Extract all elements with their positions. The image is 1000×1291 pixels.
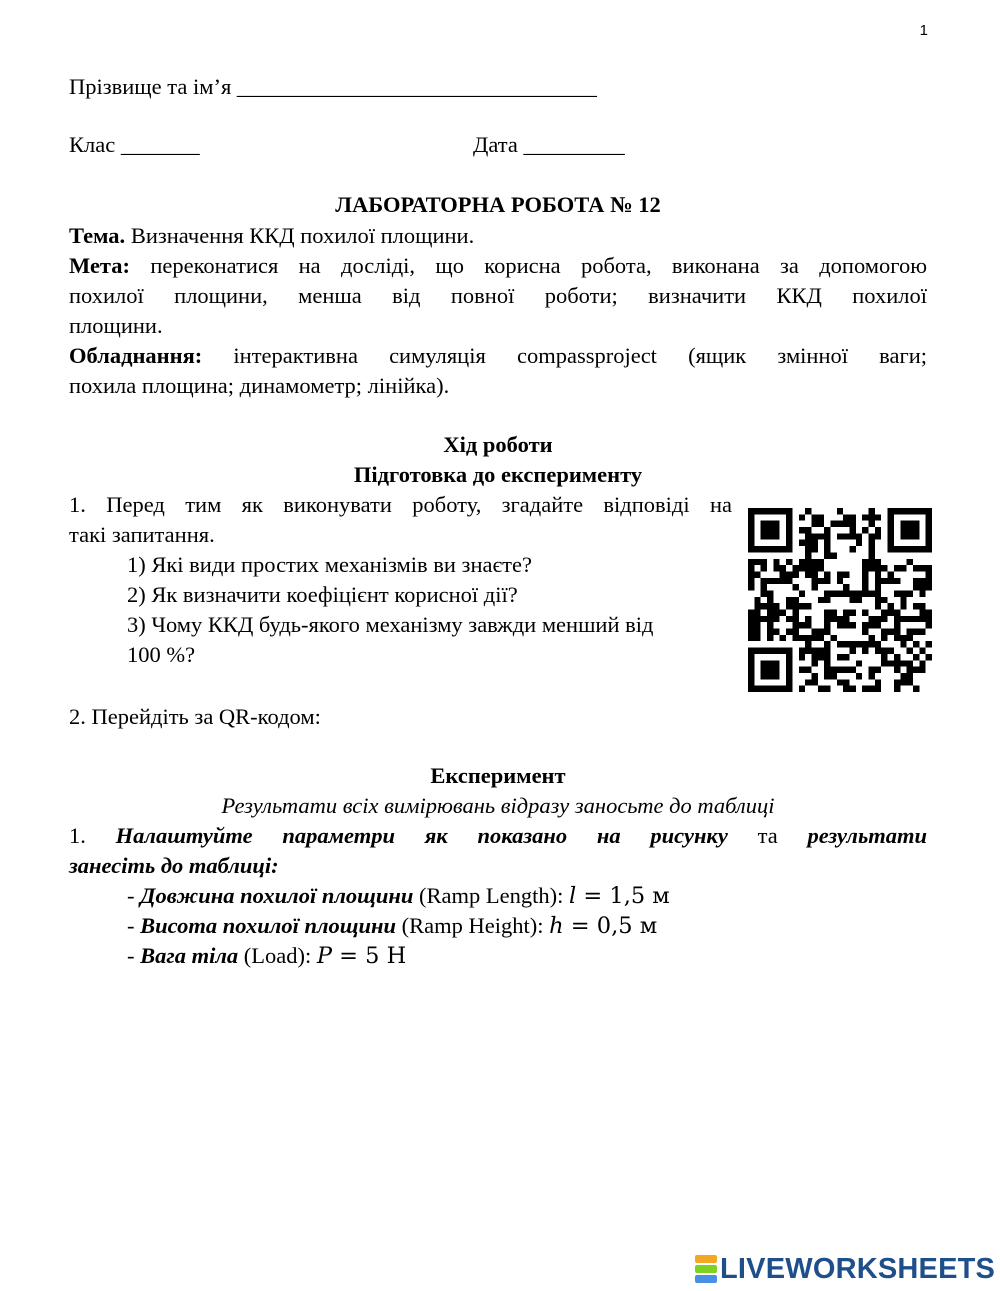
- name-field[interactable]: Прізвище та ім’я ________________________________: [69, 74, 597, 99]
- page-number: 1: [919, 22, 928, 39]
- goal-line-2: похилої площини, менша від повної роботи; визначити ККД похилої: [69, 283, 927, 308]
- class-field[interactable]: Клас _______: [69, 132, 200, 157]
- question-1: 1) Які види простих механізмів ви знаєте?: [127, 552, 532, 577]
- experiment-step1-line-1: 1. Налаштуйте параметри як показано на рисунку та результати: [69, 823, 927, 848]
- topic-label: Тема.: [69, 223, 126, 248]
- step1-line-2: такі запитання.: [69, 522, 215, 547]
- experiment-heading: Експеримент: [430, 763, 566, 788]
- page-title: ЛАБОРАТОРНА РОБОТА № 12: [335, 192, 661, 217]
- experiment-note: Результати всіх вимірювань відразу заносьте до таблиці: [221, 793, 775, 818]
- question-3-line-1: 3) Чому ККД будь-якого механізму завжди менший від: [127, 612, 654, 637]
- question-3-line-2: 100 %?: [127, 642, 196, 667]
- param-load: - Вага тіла (Load): P = 5 Н: [127, 943, 407, 969]
- goal-label: Мета:: [69, 253, 130, 278]
- equipment-label: Обладнання:: [69, 343, 203, 368]
- topic: [69, 221, 927, 251]
- preparation-heading: Підготовка до експерименту: [353, 462, 643, 487]
- goal-line-3: площини.: [69, 313, 163, 338]
- date-field[interactable]: Дата _________: [473, 132, 625, 157]
- goal-line-1: Мета: переконатися на досліді, що корисна робота, виконана за допомогою: [69, 253, 927, 278]
- step1-line-1: 1. Перед тим як виконувати роботу, згадайте відповіді на: [69, 492, 732, 517]
- param-ramp-length: - Довжина похилої площини (Ramp Length): l = 1,5 м: [127, 883, 670, 909]
- qr-code-icon[interactable]: [748, 508, 932, 692]
- experiment-step1-line-2: занесіть до таблиці:: [69, 853, 279, 878]
- equipment-line-1: Обладнання: інтерактивна симуляція compassproject (ящик змінної ваги;: [69, 343, 927, 368]
- logo-icon: [695, 1255, 717, 1283]
- topic-text: Визначення ККД похилої площини.: [125, 223, 475, 248]
- logo-text: LIVEWORKSHEETS: [720, 1253, 996, 1285]
- step2: 2. Перейдіть за QR-кодом:: [69, 704, 321, 729]
- procedure-heading: Хід роботи: [443, 432, 553, 457]
- liveworksheets-logo: [695, 1252, 995, 1286]
- equipment-line-2: похила площина; динамометр; лінійка).: [69, 373, 450, 398]
- param-ramp-height: - Висота похилої площини (Ramp Height): h = 0,5 м: [127, 913, 658, 939]
- question-2: 2) Як визначити коефіцієнт корисної дії?: [127, 582, 518, 607]
